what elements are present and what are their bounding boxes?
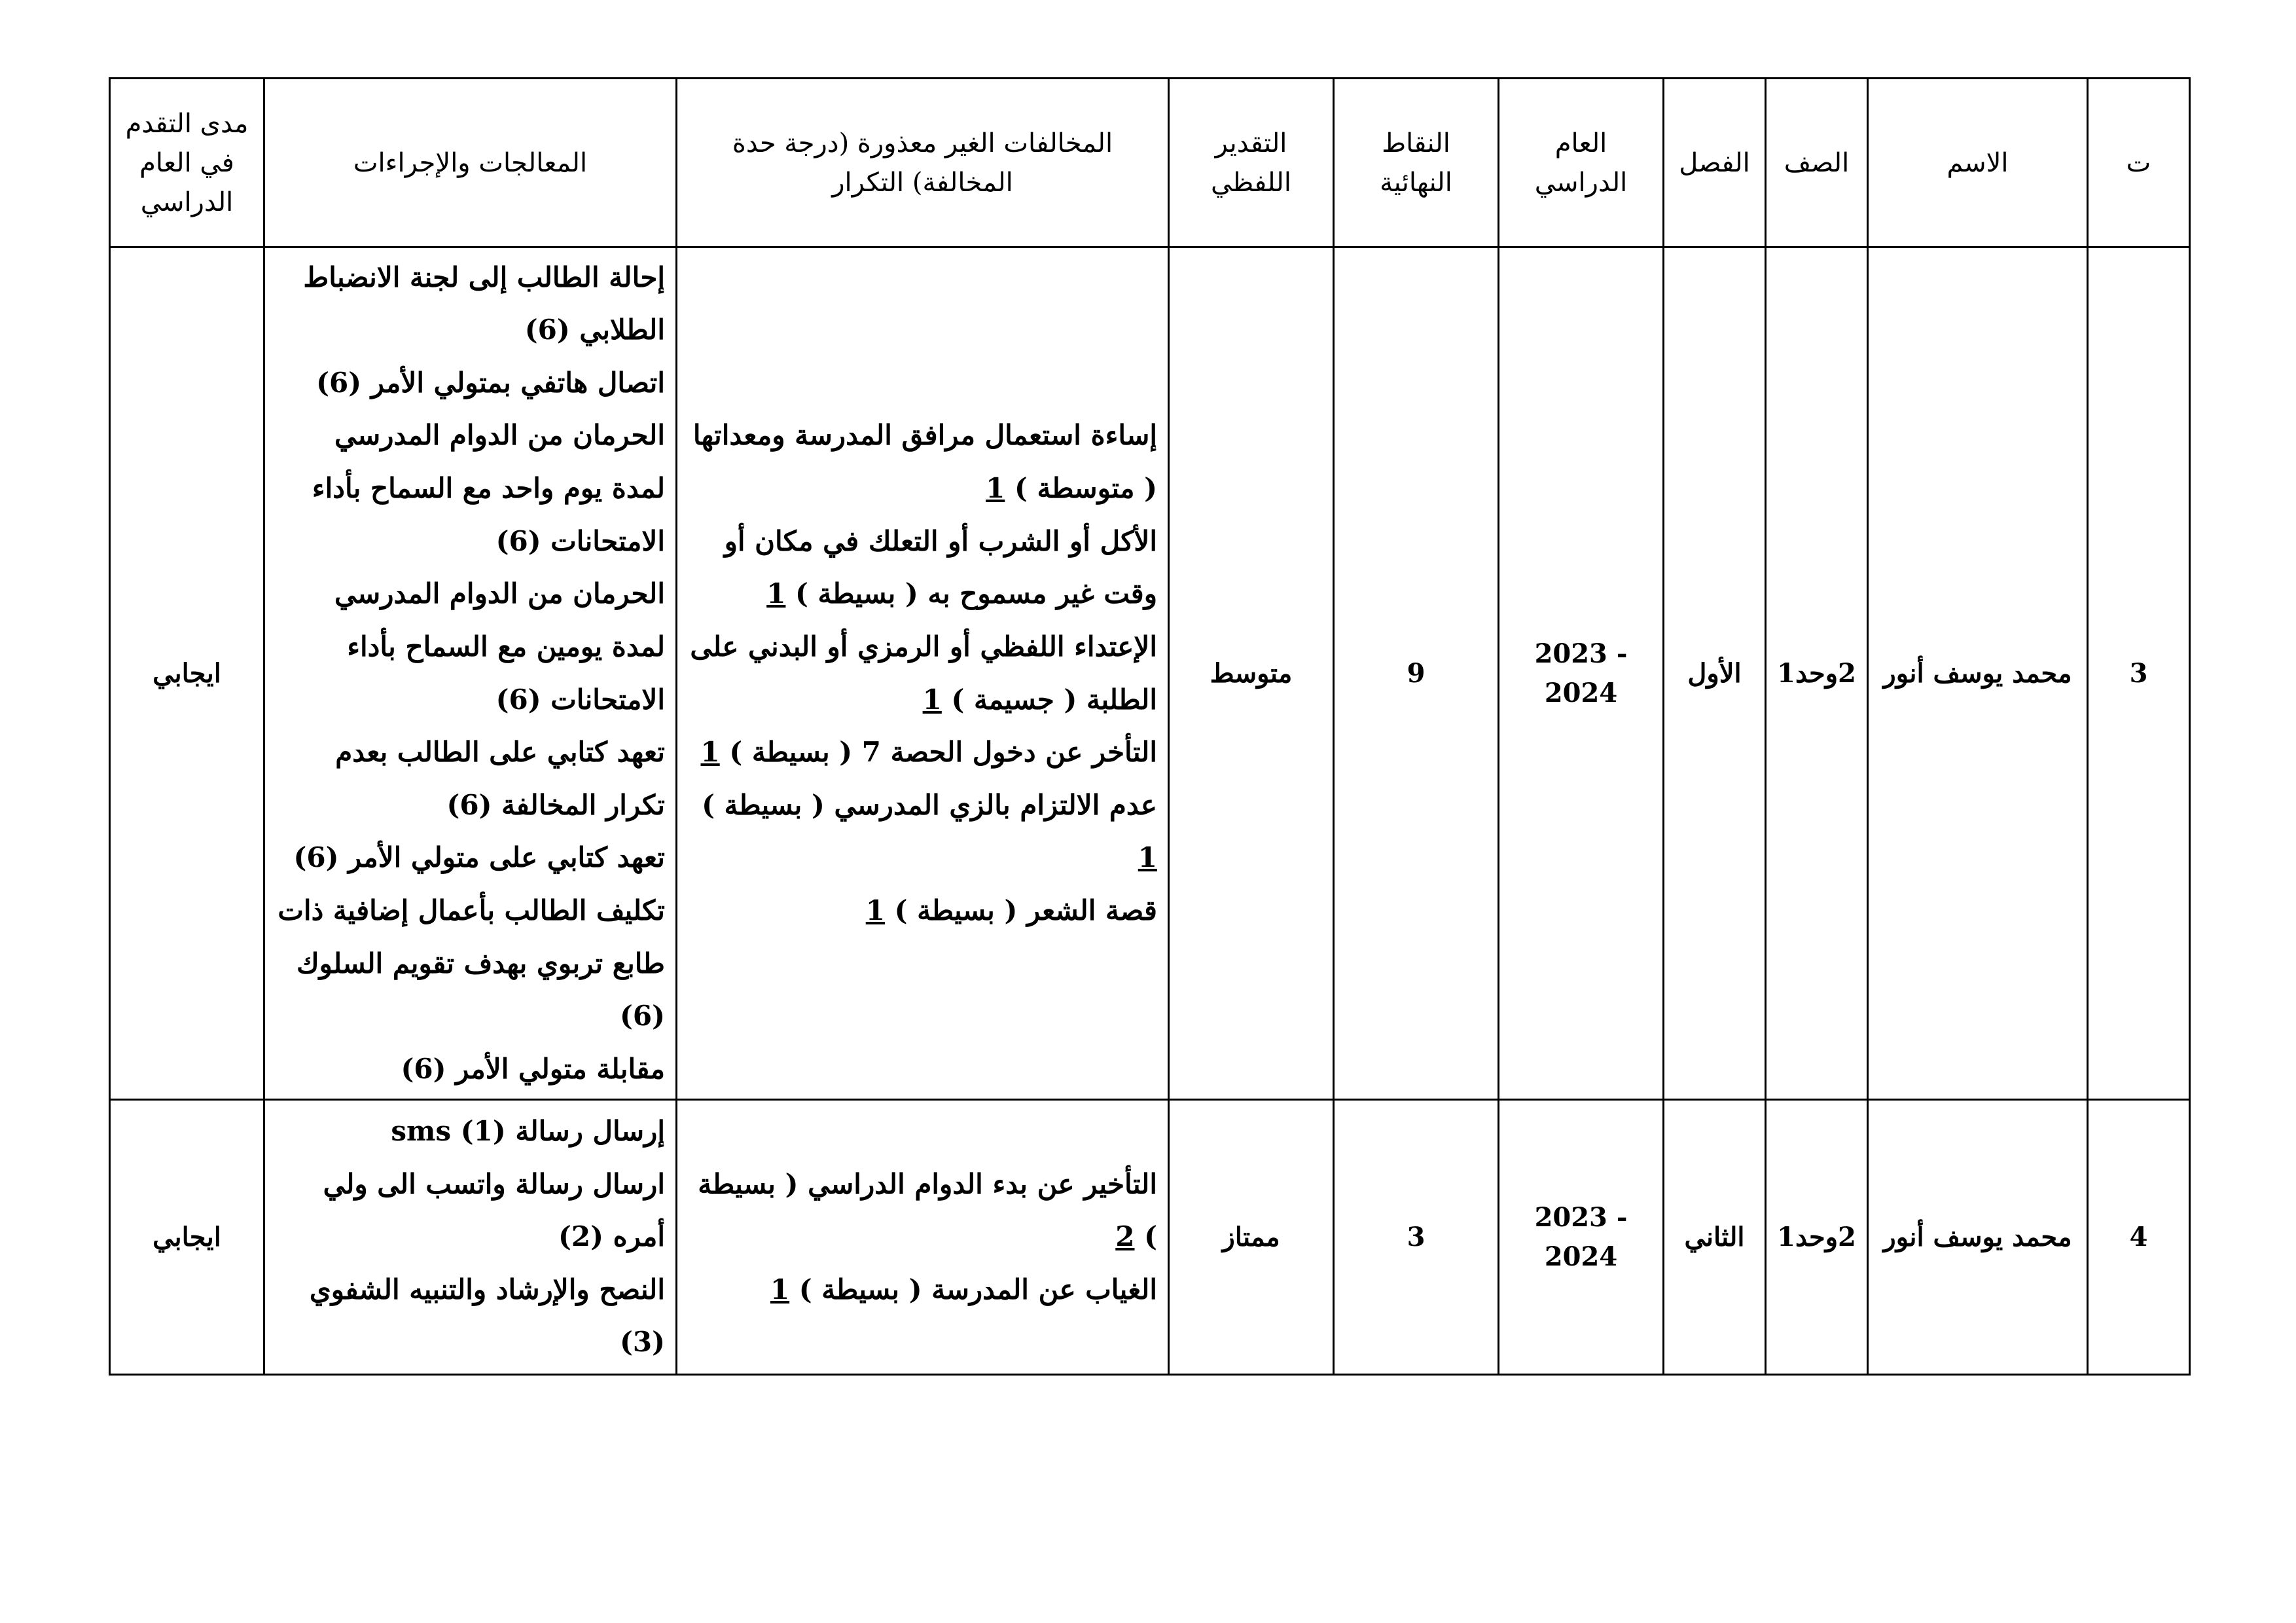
violation-count: 1	[922, 683, 942, 716]
cell-grade: 2وحد1	[1766, 1100, 1868, 1375]
header-progress: مدى التقدم في العام الدراسي	[110, 79, 264, 247]
violation-text: الأكل أو الشرب أو التعلك في مكان أو وقت غير مسموح به ( بسيطة )	[724, 524, 1157, 610]
violation-item	[688, 515, 1157, 621]
action-item: تعهد كتابي على الطالب بعدم تكرار المخالفة (6)	[335, 736, 665, 821]
violation-count: 1	[1138, 841, 1157, 874]
violation-count: 1	[770, 1273, 790, 1305]
violation-item	[688, 726, 1157, 779]
cell-progress: ايجابي	[110, 247, 264, 1100]
violation-item	[688, 884, 1157, 938]
action-item: النصح والإرشاد والتنبيه الشفوي (3)	[309, 1273, 665, 1359]
violation-count: 1	[700, 736, 720, 769]
cell-name: محمد يوسف أنور	[1868, 1100, 2088, 1375]
cell-points: 9	[1334, 247, 1499, 1100]
violation-text: الإعتداء اللفظي أو الرمزي أو البدني على الطلبة ( جسيمة )	[690, 630, 1157, 716]
year-text: 2023 - 2024	[1534, 638, 1628, 708]
violation-item	[688, 621, 1157, 726]
action-item: اتصال هاتفي بمتولي الأمر (6)	[316, 366, 665, 399]
cell-term: الأول	[1664, 247, 1766, 1100]
violation-count: 1	[865, 894, 885, 926]
action-item: تعهد كتابي على متولي الأمر (6)	[293, 841, 665, 874]
violation-text: قصة الشعر ( بسيطة )	[894, 894, 1157, 926]
action-item: إرسال رسالة (1) sms	[391, 1114, 665, 1147]
cell-num: 3	[2088, 247, 2190, 1100]
violation-item	[688, 409, 1157, 515]
header-violations: المخالفات الغير معذورة (درجة حدة المخالفة) التكرار	[677, 79, 1169, 247]
violation-count: 1	[986, 472, 1005, 504]
cell-actions	[264, 1100, 677, 1375]
action-item: ارسال رسالة واتسب الى ولي أمره (2)	[323, 1167, 665, 1253]
cell-year	[1499, 247, 1664, 1100]
violation-text: عدم الالتزام بالزي المدرسي ( بسيطة )	[702, 788, 1157, 821]
violation-text: التأخير عن بدء الدوام الدراسي ( بسيطة )	[698, 1167, 1157, 1253]
action-item: الحرمان من الدوام المدرسي لمدة يوم واحد مع السماح بأداء الامتحانات (6)	[312, 419, 665, 557]
violation-text: الغياب عن المدرسة ( بسيطة )	[798, 1273, 1157, 1305]
year-text: 2023 - 2024	[1534, 1201, 1628, 1272]
violation-item	[688, 779, 1157, 884]
cell-term: الثاني	[1664, 1100, 1766, 1375]
header-rating: التقدير اللفظي	[1169, 79, 1334, 247]
cell-actions	[264, 247, 677, 1100]
violation-count: 1	[766, 577, 786, 610]
cell-rating: ممتاز	[1169, 1100, 1334, 1375]
cell-violations	[677, 1100, 1169, 1375]
cell-violations	[677, 247, 1169, 1100]
violation-text: إساءة استعمال مرافق المدرسة ومعداتها ( متوسطة )	[692, 419, 1157, 504]
violation-item	[688, 1158, 1157, 1264]
action-item: مقابلة متولي الأمر (6)	[401, 1052, 665, 1085]
header-name: الاسم	[1868, 79, 2088, 247]
header-year: العام الدراسي	[1499, 79, 1664, 247]
table-row	[110, 247, 2190, 1100]
action-item: إحالة الطالب إلى لجنة الانضباط الطلابي (6)	[303, 261, 665, 346]
cell-points: 3	[1334, 1100, 1499, 1375]
violation-text: التأخر عن دخول الحصة 7 ( بسيطة )	[729, 736, 1157, 769]
behavior-report-table	[109, 77, 2191, 1376]
cell-rating: متوسط	[1169, 247, 1334, 1100]
cell-grade: 2وحد1	[1766, 247, 1868, 1100]
cell-year	[1499, 1100, 1664, 1375]
header-term: الفصل	[1664, 79, 1766, 247]
cell-num: 4	[2088, 1100, 2190, 1375]
violation-count: 2	[1115, 1220, 1135, 1253]
cell-progress: ايجابي	[110, 1100, 264, 1375]
violation-item	[688, 1264, 1157, 1317]
header-num: ت	[2088, 79, 2190, 247]
cell-name: محمد يوسف أنور	[1868, 247, 2088, 1100]
table-row	[110, 1100, 2190, 1375]
header-row	[110, 79, 2190, 247]
action-item: الحرمان من الدوام المدرسي لمدة يومين مع السماح بأداء الامتحانات (6)	[334, 577, 665, 716]
header-actions: المعالجات والإجراءات	[264, 79, 677, 247]
action-item: تكليف الطالب بأعمال إضافية ذات طابع تربوي بهدف تقويم السلوك (6)	[278, 894, 665, 1032]
header-grade: الصف	[1766, 79, 1868, 247]
header-points: النقاط النهائية	[1334, 79, 1499, 247]
